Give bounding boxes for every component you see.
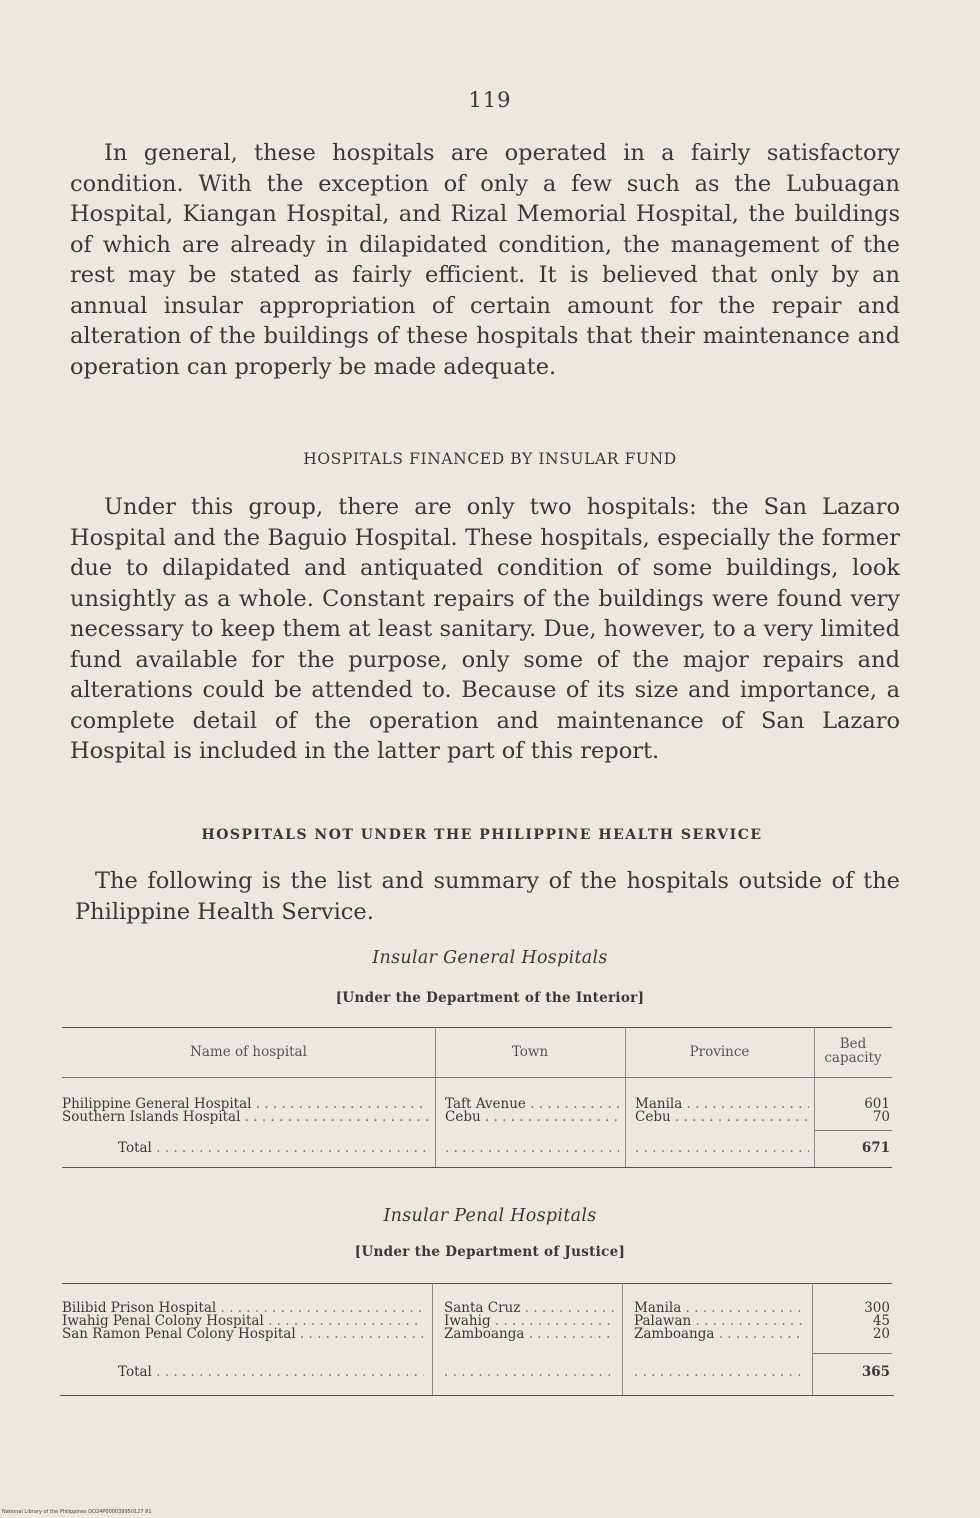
not-under-paragraph-text: The following is the list and summary of the hospitals outside of the Philippine Health Service. (75, 868, 900, 925)
table-top-rule (62, 1283, 892, 1284)
header-name: Name of hospital (190, 1045, 307, 1059)
table-row-town: Santa Cruz . . . (444, 1301, 616, 1315)
total-filler (635, 1141, 809, 1155)
general-hospitals-table (62, 1027, 892, 1175)
insular-fund-paragraph (70, 492, 900, 767)
not-under-paragraph (75, 866, 900, 927)
penal-hospitals-title: Insular Penal Hospitals (383, 1206, 597, 1226)
total-filler (634, 1365, 806, 1379)
scan-footer: National Library of the Philippines DO24P000039950127 81 (2, 1509, 152, 1515)
table-row-beds: 45 (872, 1314, 890, 1328)
total-filler (445, 1141, 619, 1155)
table-row-beds: 300 (864, 1301, 890, 1315)
table-row-name: Iwahig Penal Colony Hospital . . . (62, 1314, 424, 1328)
total-filler (444, 1365, 616, 1379)
insular-fund-paragraph-text: Under this group, there are only two hospitals: the San Lazaro Hospital and the Baguio Hospital. These hospitals, especially the former due to dilapidated and antiquated condition of some buildings, look unsightly as a whole. Constant repairs of the buildings were found very necessary to keep them at least sanitary. Due, however, to a very limited fund available for the purpose, only some of the major repairs and alterations could be attended to. Because of its size and importance, a complete detail of the operation and maintenance of San Lazaro Hospital is included in the latter part of this report. (70, 494, 900, 764)
table-row-beds: 601 (864, 1097, 890, 1111)
table-row-province: Manila . . . (634, 1301, 806, 1315)
general-hospitals-title: Insular General Hospitals (372, 948, 608, 968)
table-bottom-rule (62, 1167, 892, 1168)
table-top-rule (62, 1027, 892, 1028)
header-bed-line1: Bed (839, 1037, 867, 1051)
table-row-name: Southern Islands Hospital . . . (62, 1110, 428, 1124)
table-row-town: Iwahig . . . (444, 1314, 616, 1328)
column-divider (622, 1283, 623, 1395)
general-hospitals-subtitle: [Under the Department of the Interior] (335, 990, 645, 1006)
penal-hospitals-table (62, 1283, 892, 1403)
table-row-province: Cebu . . . (635, 1110, 809, 1124)
table-row-name: San Ramon Penal Colony Hospital . . . (62, 1327, 424, 1341)
table-row-name: Bilibid Prison Hospital . . . (62, 1301, 424, 1315)
table-row-town: Taft Avenue . . . (445, 1097, 619, 1111)
not-under-heading: HOSPITALS NOT UNDER THE PHILIPPINE HEALTH SERVICE (201, 827, 763, 843)
intro-paragraph (70, 138, 900, 382)
column-divider (432, 1283, 433, 1395)
penal-hospitals-subtitle: [Under the Department of Justice] (354, 1244, 626, 1260)
header-province: Province (689, 1045, 750, 1059)
intro-paragraph-text: In general, these hospitals are operated in a fairly satisfactory condition. With the exception of only a few such as the Lubuagan Hospital, Kiangan Hospital, and Rizal Memorial Hospital, the buildings of which are already in dilapidated condition, the management of the rest may be stated as fairly efficient. It is believed that only by an annual insular appropriation of certain amount for the repair and alteration of the buildings of these hospitals that their maintenance and operation can properly be made adequate. (70, 140, 900, 380)
table-row-beds: 70 (872, 1110, 890, 1124)
total-label: Total . . . (118, 1141, 428, 1155)
table-row-province: Manila . . . (635, 1097, 809, 1111)
table-bottom-rule (60, 1395, 894, 1396)
total-label: Total . . . (118, 1365, 424, 1379)
header-bed-line2: capacity (824, 1051, 882, 1065)
page-number: 119 (468, 88, 512, 112)
table-row-beds: 20 (872, 1327, 890, 1341)
total-value: 671 (861, 1141, 890, 1155)
insular-fund-heading: HOSPITALS FINANCED BY INSULAR FUND (303, 450, 677, 468)
header-town: Town (511, 1045, 549, 1059)
table-row-town: Zamboanga . . . (444, 1327, 616, 1341)
total-value: 365 (861, 1365, 890, 1379)
table-row-province: Zamboanga . . . (634, 1327, 806, 1341)
table-row-name: Philippine General Hospital . . . (62, 1097, 428, 1111)
total-rule (814, 1130, 892, 1131)
table-header-rule (62, 1077, 892, 1078)
total-rule (812, 1353, 892, 1354)
table-row-town: Cebu . . . (445, 1110, 619, 1124)
table-row-province: Palawan . . . (634, 1314, 806, 1328)
